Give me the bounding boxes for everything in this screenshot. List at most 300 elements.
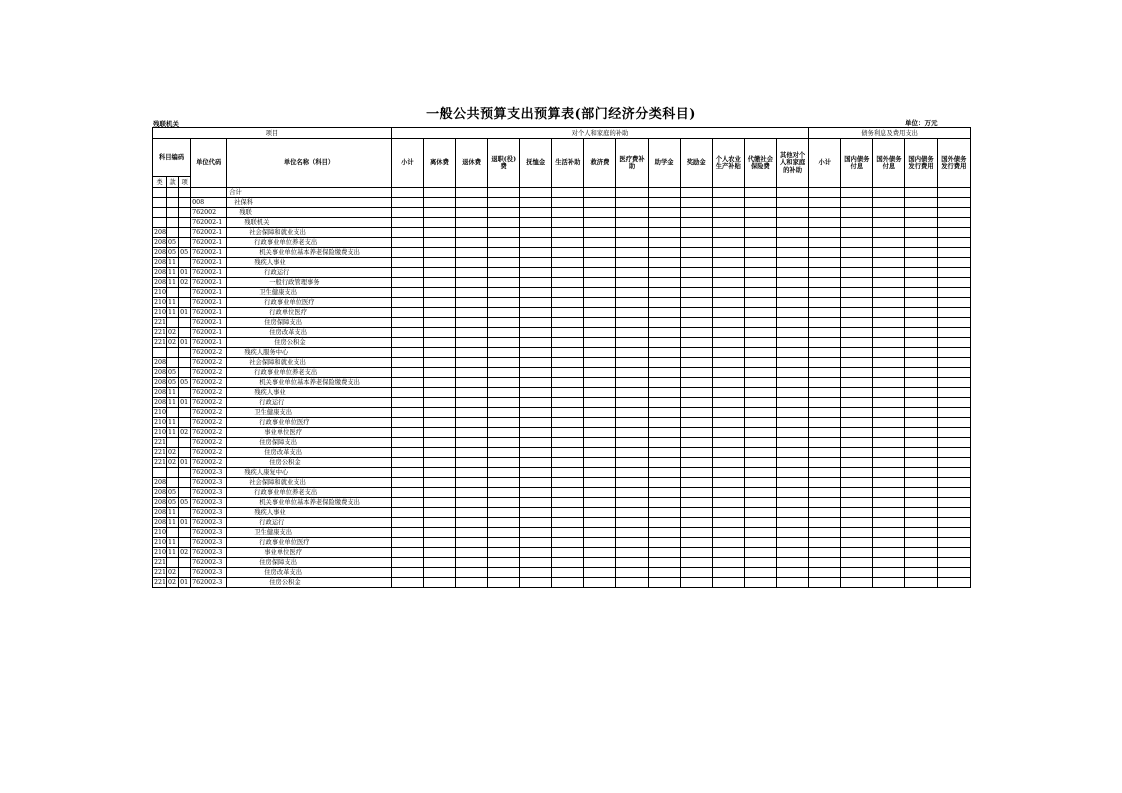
- row-value-cell: [905, 338, 937, 348]
- row-value-cell: [776, 518, 808, 528]
- row-value-cell: [776, 468, 808, 478]
- row-xiang-cell: [179, 478, 191, 488]
- row-value-cell: [841, 298, 873, 308]
- row-value-cell: [905, 358, 937, 368]
- row-value-cell: [680, 488, 712, 498]
- row-kuan-cell: 11: [167, 298, 179, 308]
- row-value-cell: [584, 548, 616, 558]
- row-value-cell: [809, 458, 841, 468]
- row-value-cell: [456, 298, 488, 308]
- row-value-cell: [391, 208, 423, 218]
- row-value-cell: [648, 258, 680, 268]
- row-kuan-cell: 02: [167, 568, 179, 578]
- table-row: [153, 558, 971, 568]
- row-value-cell: [391, 378, 423, 388]
- row-value-cell: [680, 278, 712, 288]
- row-value-cell: [809, 208, 841, 218]
- row-lei-cell: [153, 198, 167, 208]
- row-value-cell: [776, 358, 808, 368]
- row-value-cell: [841, 508, 873, 518]
- row-kuan-cell: [167, 288, 179, 298]
- row-value-cell: [488, 338, 520, 348]
- row-value-cell: [680, 338, 712, 348]
- row-value-cell: [456, 548, 488, 558]
- row-value-cell: [744, 448, 776, 458]
- row-lei-cell: [153, 468, 167, 478]
- unit-label: 单位：万元: [905, 119, 938, 127]
- table-row: [153, 328, 971, 338]
- row-value-cell: [744, 288, 776, 298]
- row-xiang-cell: [179, 318, 191, 328]
- row-value-cell: [584, 358, 616, 368]
- row-value-cell: [712, 378, 744, 388]
- row-value-cell: [391, 448, 423, 458]
- row-value-cell: [616, 388, 648, 398]
- row-value-cell: [520, 198, 552, 208]
- row-value-cell: [520, 258, 552, 268]
- row-value-cell: [552, 438, 584, 448]
- row-value-cell: [712, 218, 744, 228]
- row-kuan-cell: 02: [167, 328, 179, 338]
- row-value-cell: [391, 198, 423, 208]
- row-value-cell: [841, 518, 873, 528]
- row-value-cell: [744, 228, 776, 238]
- row-value-cell: [520, 458, 552, 468]
- row-value-cell: [841, 368, 873, 378]
- row-lei-cell: 221: [154, 339, 167, 346]
- row-value-cell: [391, 268, 423, 278]
- row-value-cell: [744, 488, 776, 498]
- table-body: [153, 188, 971, 588]
- row-value-cell: [488, 548, 520, 558]
- row-value-cell: [712, 298, 744, 308]
- row-unit-name-cell: 行政事业单位医疗: [227, 298, 392, 308]
- row-value-cell: [552, 188, 584, 198]
- row-lei-cell: [153, 348, 167, 358]
- row-value-cell: [584, 528, 616, 538]
- row-unit-name-cell: 残疾人康复中心: [227, 468, 392, 478]
- row-value-cell: [423, 408, 455, 418]
- row-unit-name-cell: 机关事业单位基本养老保险缴费支出: [227, 248, 392, 258]
- row-value-cell: [584, 238, 616, 248]
- row-value-cell: [744, 358, 776, 368]
- row-value-cell: [809, 378, 841, 388]
- row-value-cell: [423, 228, 455, 238]
- row-value-cell: [423, 468, 455, 478]
- row-value-cell: [423, 448, 455, 458]
- row-value-cell: [520, 278, 552, 288]
- row-unit-name-cell: 住房保障支出: [227, 438, 392, 448]
- row-lei-cell: 208: [154, 479, 167, 486]
- row-value-cell: [423, 288, 455, 298]
- row-value-cell: [712, 308, 744, 318]
- row-value-cell: [584, 208, 616, 218]
- row-value-cell: [905, 298, 937, 308]
- row-value-cell: [905, 398, 937, 408]
- row-value-cell: [809, 218, 841, 228]
- row-value-cell: [552, 508, 584, 518]
- row-value-cell: [905, 438, 937, 448]
- row-value-cell: [391, 318, 423, 328]
- row-lei-cell: 210: [154, 529, 167, 536]
- row-xiang-cell: [179, 418, 191, 428]
- row-value-cell: [712, 328, 744, 338]
- row-value-cell: [423, 498, 455, 508]
- row-value-cell: [423, 198, 455, 208]
- row-value-cell: [776, 578, 808, 588]
- row-value-cell: [873, 388, 905, 398]
- row-xiang-cell: 01: [179, 268, 191, 278]
- row-value-cell: [616, 238, 648, 248]
- row-value-cell: [456, 208, 488, 218]
- row-kuan-cell: [167, 358, 179, 368]
- row-value-cell: [841, 278, 873, 288]
- row-value-cell: [584, 248, 616, 258]
- row-value-cell: [456, 248, 488, 258]
- row-value-cell: [616, 558, 648, 568]
- row-value-cell: [937, 298, 970, 308]
- row-value-cell: [712, 438, 744, 448]
- row-value-cell: [648, 438, 680, 448]
- row-value-cell: [456, 338, 488, 348]
- table-row: [153, 348, 971, 358]
- row-unit-code-cell: 762002-2: [191, 428, 227, 438]
- row-value-cell: [423, 378, 455, 388]
- row-value-cell: [584, 418, 616, 428]
- row-value-cell: [616, 198, 648, 208]
- row-value-cell: [776, 438, 808, 448]
- row-value-cell: [391, 328, 423, 338]
- row-value-cell: [391, 428, 423, 438]
- row-value-cell: [776, 198, 808, 208]
- row-kuan-cell: 11: [167, 388, 179, 398]
- row-value-cell: [456, 378, 488, 388]
- row-lei-cell: 208: [154, 229, 167, 236]
- row-value-cell: [873, 348, 905, 358]
- row-value-cell: [616, 348, 648, 358]
- row-xiang-cell: 01: [179, 458, 191, 468]
- row-value-cell: [423, 338, 455, 348]
- row-unit-code-cell: 762002-2: [191, 408, 227, 418]
- header-xiang: 项: [179, 177, 191, 188]
- row-value-cell: [488, 448, 520, 458]
- row-value-cell: [616, 538, 648, 548]
- row-value-cell: [488, 218, 520, 228]
- row-value-cell: [937, 448, 970, 458]
- row-value-cell: [648, 448, 680, 458]
- row-value-cell: [648, 378, 680, 388]
- table-row: [153, 298, 971, 308]
- row-value-cell: [680, 258, 712, 268]
- row-value-cell: [552, 278, 584, 288]
- row-value-cell: [809, 548, 841, 558]
- row-value-cell: [744, 378, 776, 388]
- row-value-cell: [680, 228, 712, 238]
- table-row: [153, 498, 971, 508]
- row-value-cell: [648, 368, 680, 378]
- row-value-cell: [391, 298, 423, 308]
- table-row: [153, 438, 971, 448]
- row-unit-code-cell: 762002-1: [191, 228, 227, 238]
- row-value-cell: [488, 558, 520, 568]
- row-value-cell: [873, 228, 905, 238]
- row-value-cell: [873, 218, 905, 228]
- row-value-cell: [680, 438, 712, 448]
- row-value-cell: [809, 228, 841, 238]
- row-value-cell: [873, 268, 905, 278]
- row-value-cell: [937, 218, 970, 228]
- row-unit-name-cell: 行政事业单位养老支出: [227, 238, 392, 248]
- row-value-cell: [809, 358, 841, 368]
- header-group-personal: 对个人和家庭的补助: [391, 128, 808, 139]
- row-value-cell: [648, 548, 680, 558]
- row-value-cell: [712, 278, 744, 288]
- row-value-cell: [584, 518, 616, 528]
- row-value-cell: [905, 318, 937, 328]
- row-value-cell: [520, 318, 552, 328]
- row-value-cell: [552, 198, 584, 208]
- row-value-cell: [680, 498, 712, 508]
- row-value-cell: [648, 318, 680, 328]
- row-value-cell: [423, 508, 455, 518]
- row-value-cell: [648, 488, 680, 498]
- row-value-cell: [873, 238, 905, 248]
- row-value-cell: [456, 568, 488, 578]
- row-lei-cell: 221: [154, 449, 167, 456]
- table-row: [153, 318, 971, 328]
- row-value-cell: [423, 218, 455, 228]
- header-col: 国内债务发行费用: [905, 139, 937, 188]
- row-value-cell: [712, 348, 744, 358]
- row-value-cell: [488, 258, 520, 268]
- row-value-cell: [841, 358, 873, 368]
- row-value-cell: [423, 208, 455, 218]
- row-lei-cell: [153, 208, 167, 218]
- row-kuan-cell: 11: [167, 258, 179, 268]
- row-value-cell: [616, 528, 648, 538]
- row-value-cell: [744, 428, 776, 438]
- row-value-cell: [391, 188, 423, 198]
- row-value-cell: [488, 478, 520, 488]
- row-value-cell: [423, 388, 455, 398]
- row-value-cell: [809, 368, 841, 378]
- row-value-cell: [423, 418, 455, 428]
- row-value-cell: [584, 508, 616, 518]
- row-xiang-cell: [179, 408, 191, 418]
- row-unit-code-cell: 762002-2: [191, 378, 227, 388]
- row-unit-name-cell: 卫生健康支出: [227, 528, 392, 538]
- row-kuan-cell: [167, 188, 179, 198]
- row-value-cell: [648, 228, 680, 238]
- row-value-cell: [905, 248, 937, 258]
- row-value-cell: [584, 258, 616, 268]
- row-lei-cell: 208: [154, 499, 167, 506]
- row-value-cell: [391, 468, 423, 478]
- row-value-cell: [552, 458, 584, 468]
- row-value-cell: [616, 448, 648, 458]
- row-value-cell: [712, 228, 744, 238]
- row-value-cell: [841, 538, 873, 548]
- row-unit-code-cell: 762002: [191, 208, 227, 218]
- header-col: 助学金: [648, 139, 680, 188]
- row-value-cell: [552, 478, 584, 488]
- row-lei-cell: 221: [154, 569, 167, 576]
- row-kuan-cell: [167, 408, 179, 418]
- row-xiang-cell: [179, 228, 191, 238]
- header-col: 抚恤金: [520, 139, 552, 188]
- row-xiang-cell: 01: [179, 338, 191, 348]
- row-value-cell: [488, 468, 520, 478]
- row-value-cell: [937, 358, 970, 368]
- row-value-cell: [712, 578, 744, 588]
- row-value-cell: [456, 328, 488, 338]
- row-value-cell: [744, 408, 776, 418]
- row-value-cell: [488, 438, 520, 448]
- row-value-cell: [873, 418, 905, 428]
- row-value-cell: [937, 318, 970, 328]
- row-value-cell: [712, 288, 744, 298]
- row-value-cell: [391, 438, 423, 448]
- row-value-cell: [937, 418, 970, 428]
- row-value-cell: [873, 468, 905, 478]
- row-value-cell: [809, 278, 841, 288]
- row-value-cell: [616, 478, 648, 488]
- row-value-cell: [841, 448, 873, 458]
- row-unit-name-cell: 住房公积金: [227, 458, 392, 468]
- row-value-cell: [712, 248, 744, 258]
- row-value-cell: [456, 478, 488, 488]
- table-row: [153, 248, 971, 258]
- row-value-cell: [712, 268, 744, 278]
- row-unit-code-cell: 762002-1: [191, 218, 227, 228]
- row-value-cell: [520, 358, 552, 368]
- row-value-cell: [809, 348, 841, 358]
- row-value-cell: [680, 558, 712, 568]
- row-value-cell: [391, 528, 423, 538]
- row-value-cell: [905, 238, 937, 248]
- row-unit-code-cell: 762002-3: [191, 578, 227, 588]
- row-value-cell: [391, 238, 423, 248]
- row-value-cell: [873, 338, 905, 348]
- row-value-cell: [423, 258, 455, 268]
- row-value-cell: [905, 478, 937, 488]
- row-value-cell: [873, 478, 905, 488]
- row-xiang-cell: 01: [179, 308, 191, 318]
- row-value-cell: [616, 498, 648, 508]
- row-xiang-cell: 01: [179, 518, 191, 528]
- row-value-cell: [905, 308, 937, 318]
- row-value-cell: [937, 288, 970, 298]
- row-unit-name-cell: 住房改革支出: [227, 448, 392, 458]
- row-unit-name-cell: 残疾人事业: [227, 508, 392, 518]
- row-value-cell: [680, 408, 712, 418]
- row-unit-name-cell: 行政事业单位医疗: [227, 418, 392, 428]
- row-value-cell: [712, 538, 744, 548]
- row-value-cell: [873, 498, 905, 508]
- row-value-cell: [680, 388, 712, 398]
- row-unit-code-cell: 762002-3: [191, 518, 227, 528]
- row-unit-name-cell: 残疾人服务中心: [227, 348, 392, 358]
- row-value-cell: [776, 478, 808, 488]
- row-unit-code-cell: 762002-1: [191, 338, 227, 348]
- row-value-cell: [552, 488, 584, 498]
- row-value-cell: [873, 328, 905, 338]
- row-value-cell: [552, 408, 584, 418]
- row-value-cell: [776, 558, 808, 568]
- row-value-cell: [488, 248, 520, 258]
- row-lei-cell: 210: [154, 429, 167, 436]
- row-value-cell: [616, 378, 648, 388]
- table-row: [153, 198, 971, 208]
- row-value-cell: [520, 218, 552, 228]
- row-value-cell: [873, 448, 905, 458]
- row-unit-code-cell: 762002-3: [191, 488, 227, 498]
- row-value-cell: [841, 258, 873, 268]
- row-value-cell: [488, 418, 520, 428]
- row-value-cell: [520, 548, 552, 558]
- row-value-cell: [391, 488, 423, 498]
- row-unit-code-cell: 762002-3: [191, 478, 227, 488]
- row-value-cell: [937, 378, 970, 388]
- row-value-cell: [680, 368, 712, 378]
- row-kuan-cell: 11: [167, 308, 179, 318]
- row-value-cell: [712, 418, 744, 428]
- row-lei-cell: 210: [154, 309, 167, 316]
- table-row: [153, 428, 971, 438]
- row-value-cell: [776, 498, 808, 508]
- row-value-cell: [744, 318, 776, 328]
- row-xiang-cell: [179, 238, 191, 248]
- row-value-cell: [391, 418, 423, 428]
- row-value-cell: [423, 238, 455, 248]
- row-value-cell: [841, 308, 873, 318]
- row-unit-name-cell: 住房改革支出: [227, 328, 392, 338]
- row-value-cell: [937, 268, 970, 278]
- row-value-cell: [841, 338, 873, 348]
- row-xiang-cell: [179, 528, 191, 538]
- row-kuan-cell: 05: [167, 488, 179, 498]
- row-value-cell: [584, 198, 616, 208]
- row-value-cell: [648, 198, 680, 208]
- row-value-cell: [584, 388, 616, 398]
- row-unit-name-cell: 行政事业单位医疗: [227, 538, 392, 548]
- row-value-cell: [937, 468, 970, 478]
- row-unit-code-cell: 762002-3: [191, 508, 227, 518]
- row-value-cell: [841, 468, 873, 478]
- table-row: [153, 358, 971, 368]
- row-value-cell: [809, 338, 841, 348]
- row-value-cell: [712, 258, 744, 268]
- row-xiang-cell: [179, 348, 191, 358]
- row-value-cell: [423, 358, 455, 368]
- row-value-cell: [552, 368, 584, 378]
- row-value-cell: [841, 268, 873, 278]
- row-value-cell: [776, 378, 808, 388]
- row-value-cell: [776, 448, 808, 458]
- row-value-cell: [712, 368, 744, 378]
- row-value-cell: [776, 288, 808, 298]
- row-value-cell: [456, 488, 488, 498]
- row-xiang-cell: [179, 358, 191, 368]
- row-value-cell: [391, 308, 423, 318]
- row-value-cell: [616, 428, 648, 438]
- row-value-cell: [616, 508, 648, 518]
- row-value-cell: [616, 258, 648, 268]
- row-lei-cell: 221: [154, 329, 167, 336]
- row-value-cell: [423, 348, 455, 358]
- row-value-cell: [776, 218, 808, 228]
- table-row: [153, 568, 971, 578]
